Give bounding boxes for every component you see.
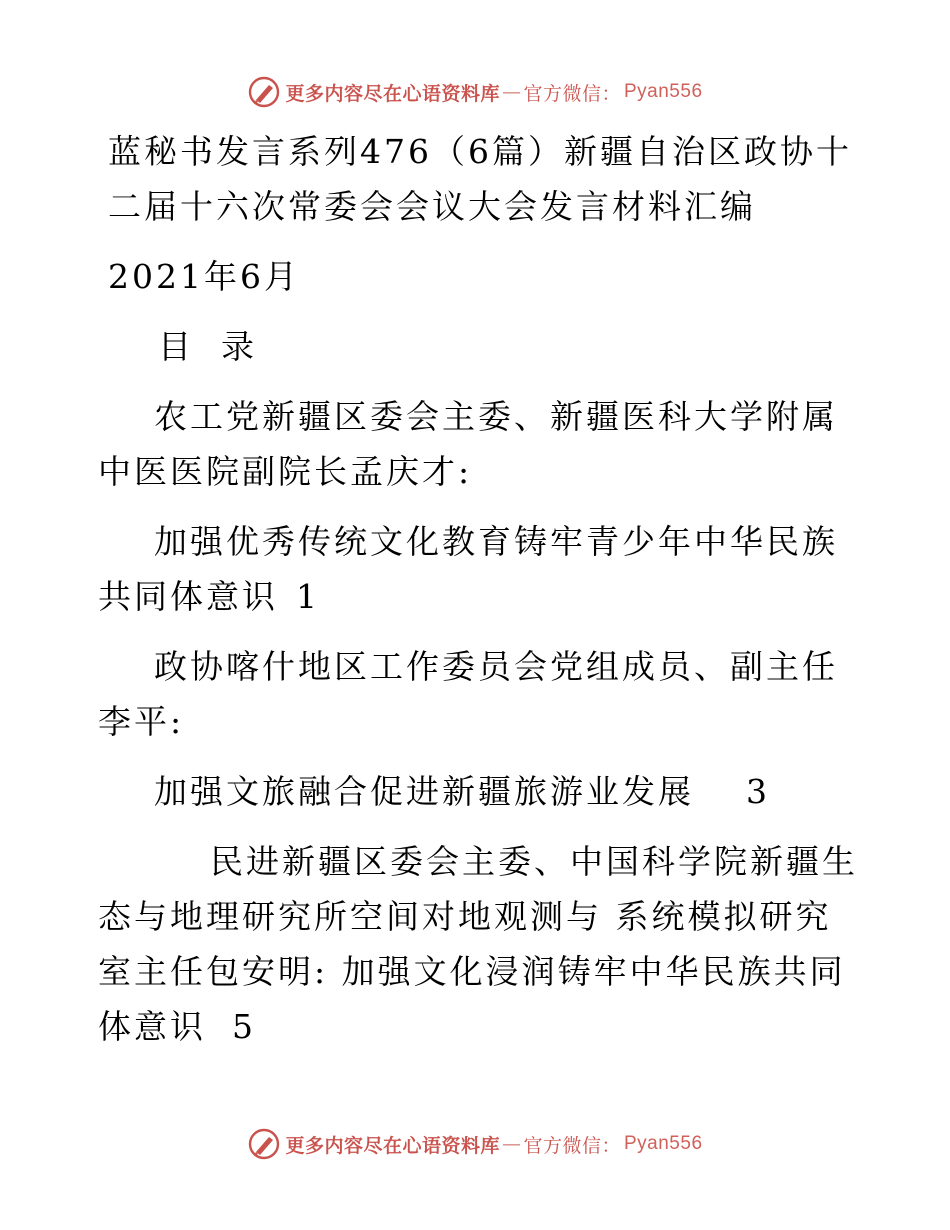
watermark-sub-text: 官方微信： [523, 1134, 621, 1157]
toc-entry-speaker-topic: 民进新疆区委会主委、中国科学院新疆生态与地理研究所空间对地观测与 系统模拟研究室主任包安明: 加强文化浸润铸牢中华民族共同体意识 [98, 842, 858, 1046]
toc-entry-3 [98, 834, 858, 1054]
header-watermark [0, 75, 950, 109]
watermark-wechat-id: Pyan556 [624, 81, 703, 102]
pen-logo-icon [247, 75, 281, 109]
toc-entry-1-topic [98, 514, 858, 624]
pen-logo-icon [247, 1127, 281, 1161]
toc-entry-2-topic [98, 764, 858, 819]
toc-entry-1-speaker: 农工党新疆区委会主委、新疆医科大学附属中医医院副院长孟庆才: [98, 397, 838, 491]
footer-watermark [0, 1127, 950, 1161]
watermark-separator: — [501, 1133, 522, 1155]
watermark-main-text: 更多内容尽在心语资料库 [285, 1134, 500, 1157]
watermark-main-text: 更多内容尽在心语资料库 [285, 82, 500, 105]
toc-entry-topic: 加强文旅融合促进新疆旅游业发展 [154, 772, 694, 811]
watermark-sub-text: 官方微信： [523, 82, 621, 105]
toc-heading: 目 录 [158, 327, 257, 366]
watermark-separator: — [501, 81, 522, 103]
toc-entry-2-speaker: 政协喀什地区工作委员会党组成员、副主任李平: [98, 647, 838, 741]
document-title: 蓝秘书发言系列476（6篇）新疆自治区政协十二届十六次常委会会议大会发言材料汇编 [108, 132, 852, 226]
toc-entry-page: 5 [232, 1007, 256, 1046]
document-date: 2021年6月 [108, 257, 300, 296]
watermark-wechat-id: Pyan556 [624, 1133, 703, 1154]
document-body [98, 124, 858, 1054]
toc-entry-page: 1 [296, 577, 320, 616]
toc-entry-page: 3 [746, 772, 770, 811]
toc-entry-topic: 加强优秀传统文化教育铸牢青少年中华民族共同体意识 [98, 522, 838, 616]
